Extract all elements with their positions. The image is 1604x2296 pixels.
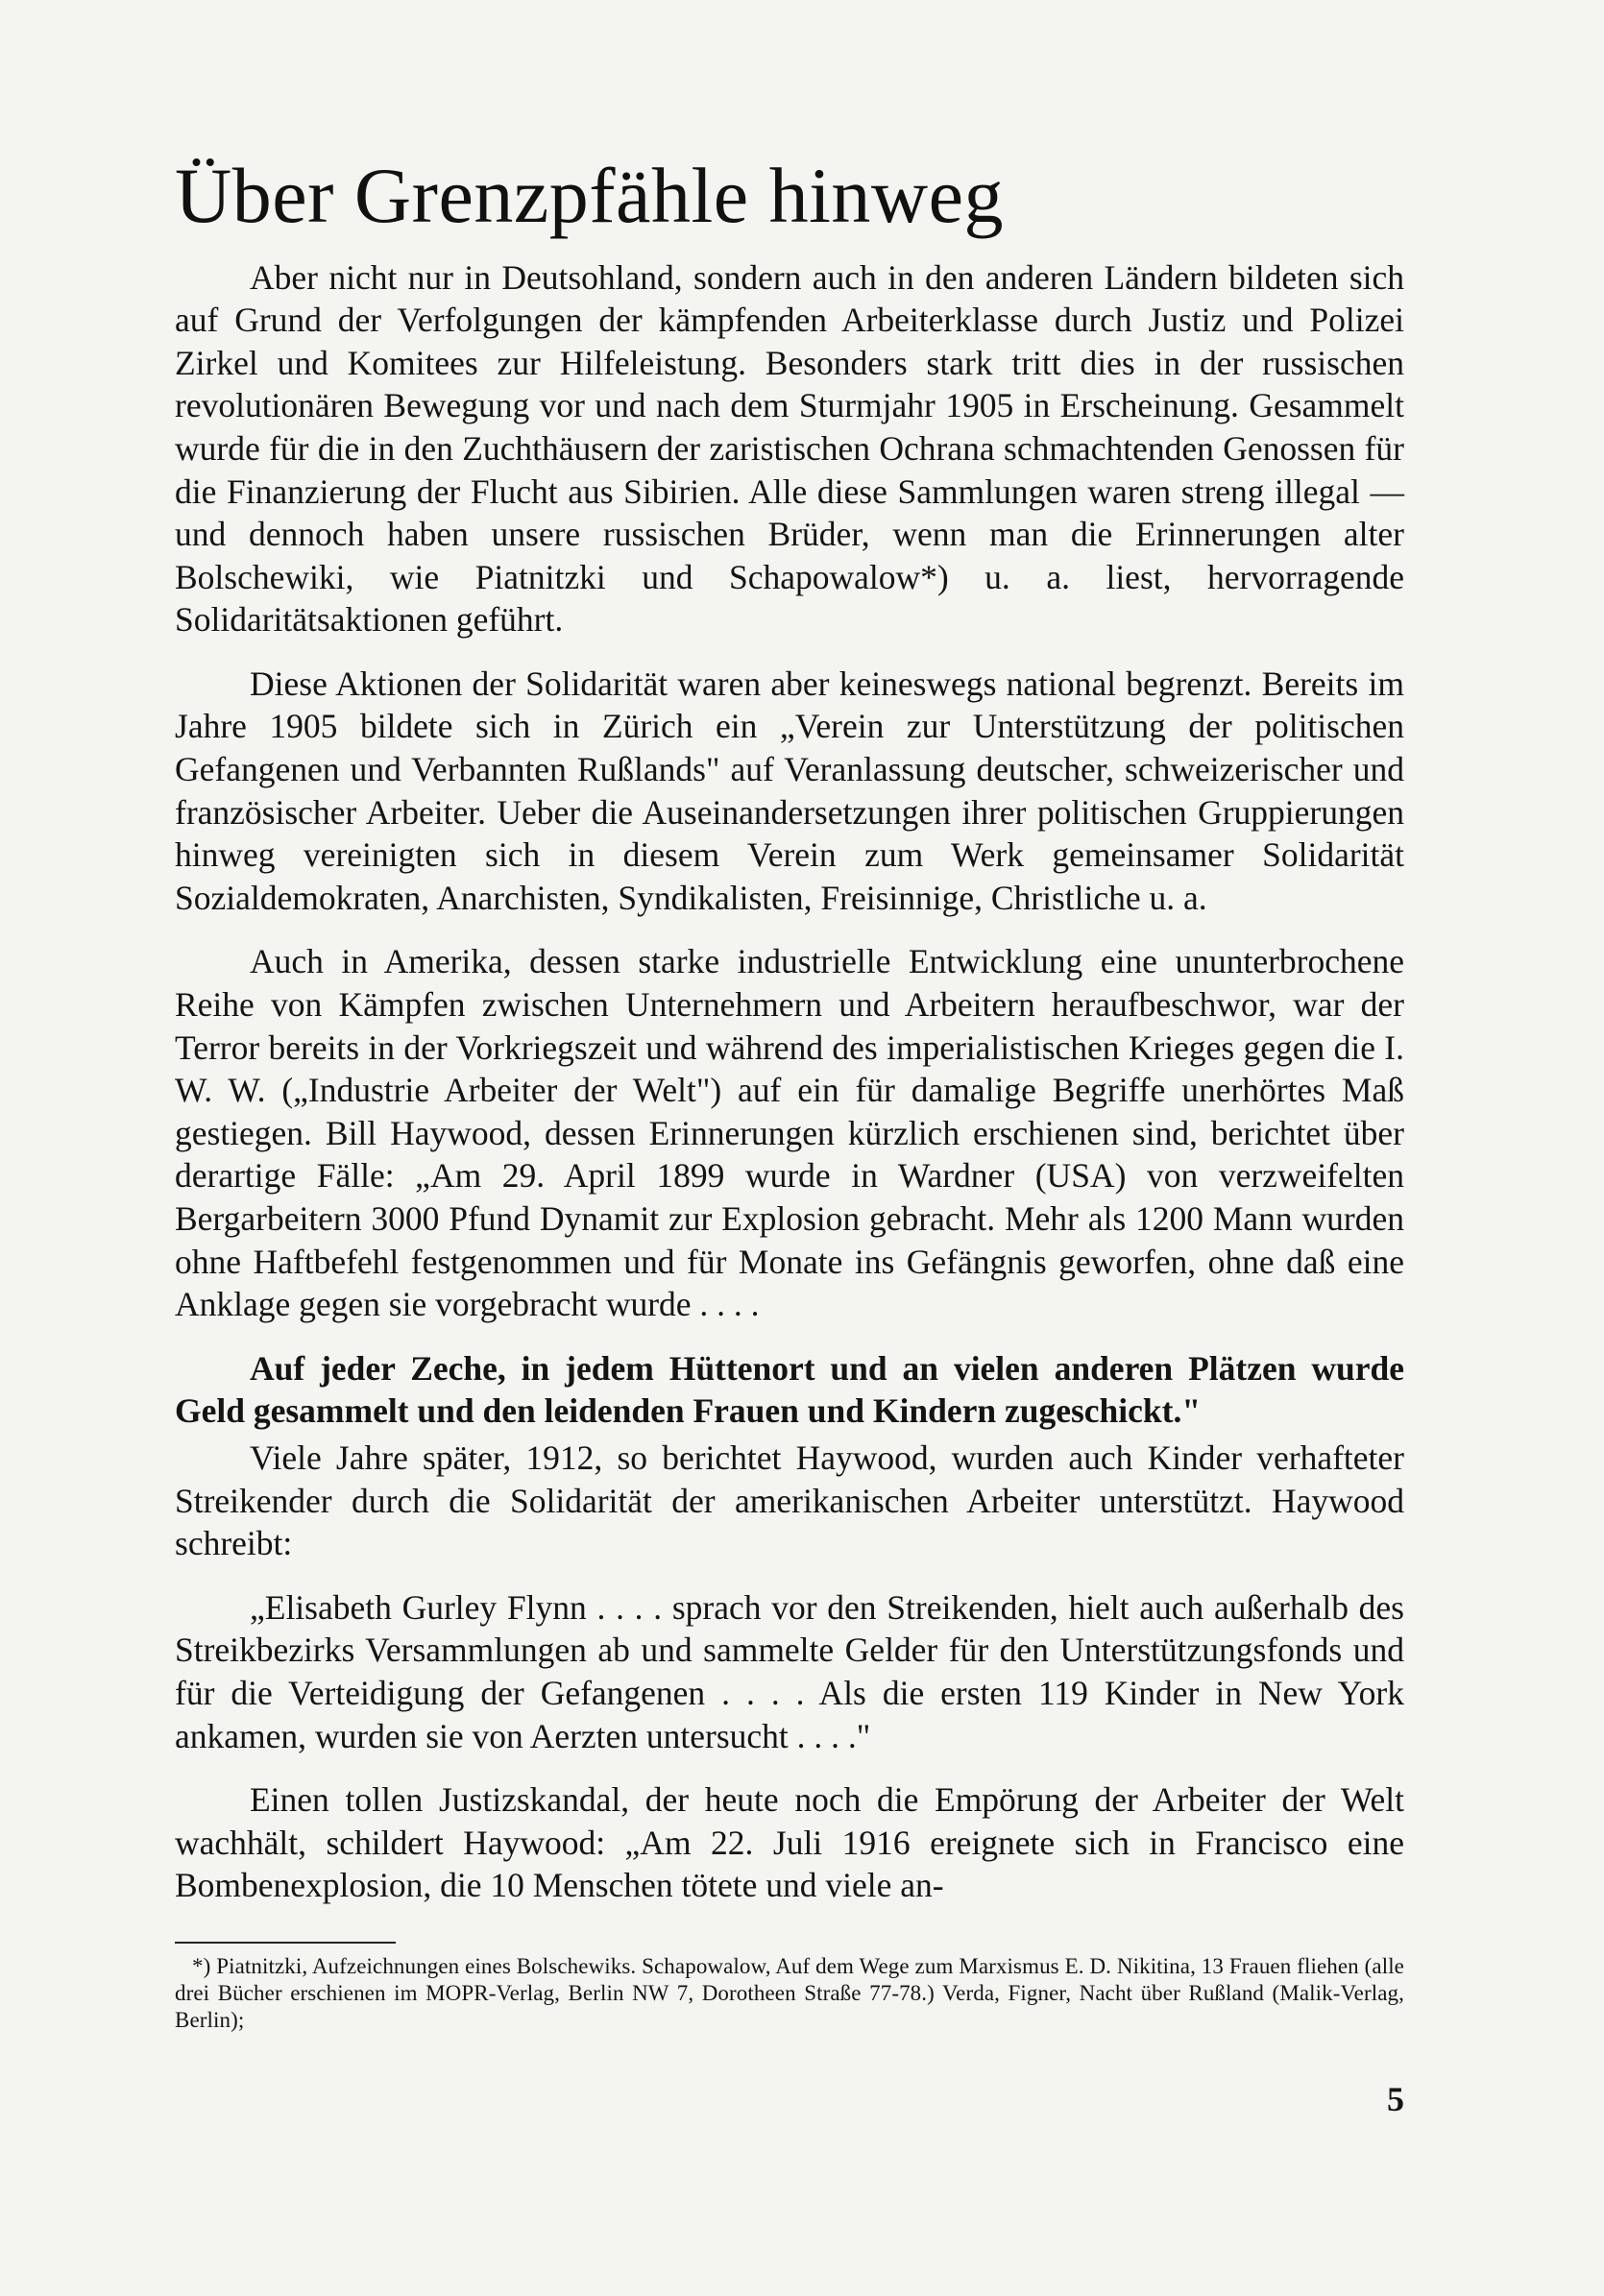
paragraph-7: Einen tollen Justizskandal, der heute noch die Empörung der Arbeiter der Welt wachhält, schildert Haywood: „Am 22. Juli 1916 ereignete sich in Francisco eine Bombenexplosion, die 10 Menschen tötete und viele an- (175, 1780, 1404, 1905)
page-title: Über Grenzpfähle hinweg (175, 152, 1005, 239)
paragraph-3: Auch in Amerika, dessen starke industrielle Entwicklung eine ununterbrochene Reihe von Kämpfen zwischen Unternehmern und Arbeitern heraufbeschwor, war der Terror bereits in der Vorkriegszeit und während des imperialistischen Krieges gegen die I. W. W. („Industrie Arbeiter der Welt") auf ein für damalige Begriffe unerhörtes Maß gestiegen. Bill Haywood, dessen Erinnerungen kürzlich erschienen sind, berichtet über derartige Fälle: „Am 29. April 1899 wurde in Wardner (USA) von verzweifelten Bergarbeitern 3000 Pfund Dynamit zur Explosion gebracht. Mehr als 1200 Mann wurden ohne Haftbefehl festgenommen und für Monate ins Gefängnis geworfen, ohne daß eine Anklage gegen sie vorgebracht wurde . . . . (175, 942, 1404, 1324)
page-number: 5 (1387, 2080, 1404, 2118)
paragraph-6-quote: „Elisabeth Gurley Flynn . . . . sprach vor den Streikenden, hielt auch außerhalb des Streikbezirks Versammlungen ab und sammelte Gelder für den Unterstützungsfonds und für die Verteidigung der Gefangenen . . . . Als die ersten 119 Kinder in New York ankamen, wurden sie von Aerzten untersucht . . . ." (175, 1587, 1404, 1755)
body-text (175, 256, 1404, 1907)
paragraph-1: Aber nicht nur in Deutsohland, sondern auch in den anderen Ländern bildeten sich auf Grund der Verfolgungen der kämpfenden Arbeiterklasse durch Justiz und Polizei Zirkel und Komitees zur Hilfeleistung. Besonders stark tritt dies in der russischen revolutionären Bewegung vor und nach dem Sturmjahr 1905 in Erscheinung. Gesammelt wurde für die in den Zuchthäusern der zaristischen Ochrana schmachtenden Genossen für die Finanzierung der Flucht aus Sibirien. Alle diese Sammlungen waren streng illegal — und dennoch haben unsere russischen Brüder, wenn man die Erinnerungen alter Bolschewiki, wie Piatnitzki und Schapowalow*) u. a. liest, hervorragende Solidaritätsaktionen geführt. (175, 257, 1404, 640)
paragraph-2: Diese Aktionen der Solidarität waren aber keineswegs national begrenzt. Bereits im Jahre 1905 bildete sich in Zürich ein „Verein zur Unterstützung der politischen Gefangenen und Verbannten Rußlands" auf Veranlassung deutscher, schweizerischer und französischer Arbeiter. Ueber die Auseinandersetzungen ihrer politischen Gruppierungen hinweg vereinigten sich in diesem Verein zum Werk gemeinsamer Solidarität Sozialdemokraten, Anarchisten, Syndikalisten, Freisinnige, Christliche u. a. (175, 664, 1404, 917)
paragraph-5: Viele Jahre später, 1912, so berichtet Haywood, wurden auch Kinder verhafteter Streikender durch die Solidarität der amerikanischen Arbeiter unterstützt. Haywood schreibt: (175, 1438, 1404, 1563)
footnotes (175, 1953, 1404, 2034)
paragraph-4-bold-quote: Auf jeder Zeche, in jedem Hüttenort und an vielen anderen Plätzen wurde Geld gesammelt und den leidenden Frauen und Kindern zugeschickt." (175, 1348, 1404, 1431)
footnote: *) Piatnitzki, Aufzeichnungen eines Bolschewiks. Schapowalow, Auf dem Wege zum Marxismus E. D. Nikitina, 13 Frauen fliehen (alle drei Bücher erschienen im MOPR-Verlag, Berlin NW 7, Dorotheen Straße 77-78.) Verda, Figner, Nacht über Rußland (Malik-Verlag, Berlin); (175, 1953, 1404, 2032)
footnote-divider (175, 1942, 396, 1944)
